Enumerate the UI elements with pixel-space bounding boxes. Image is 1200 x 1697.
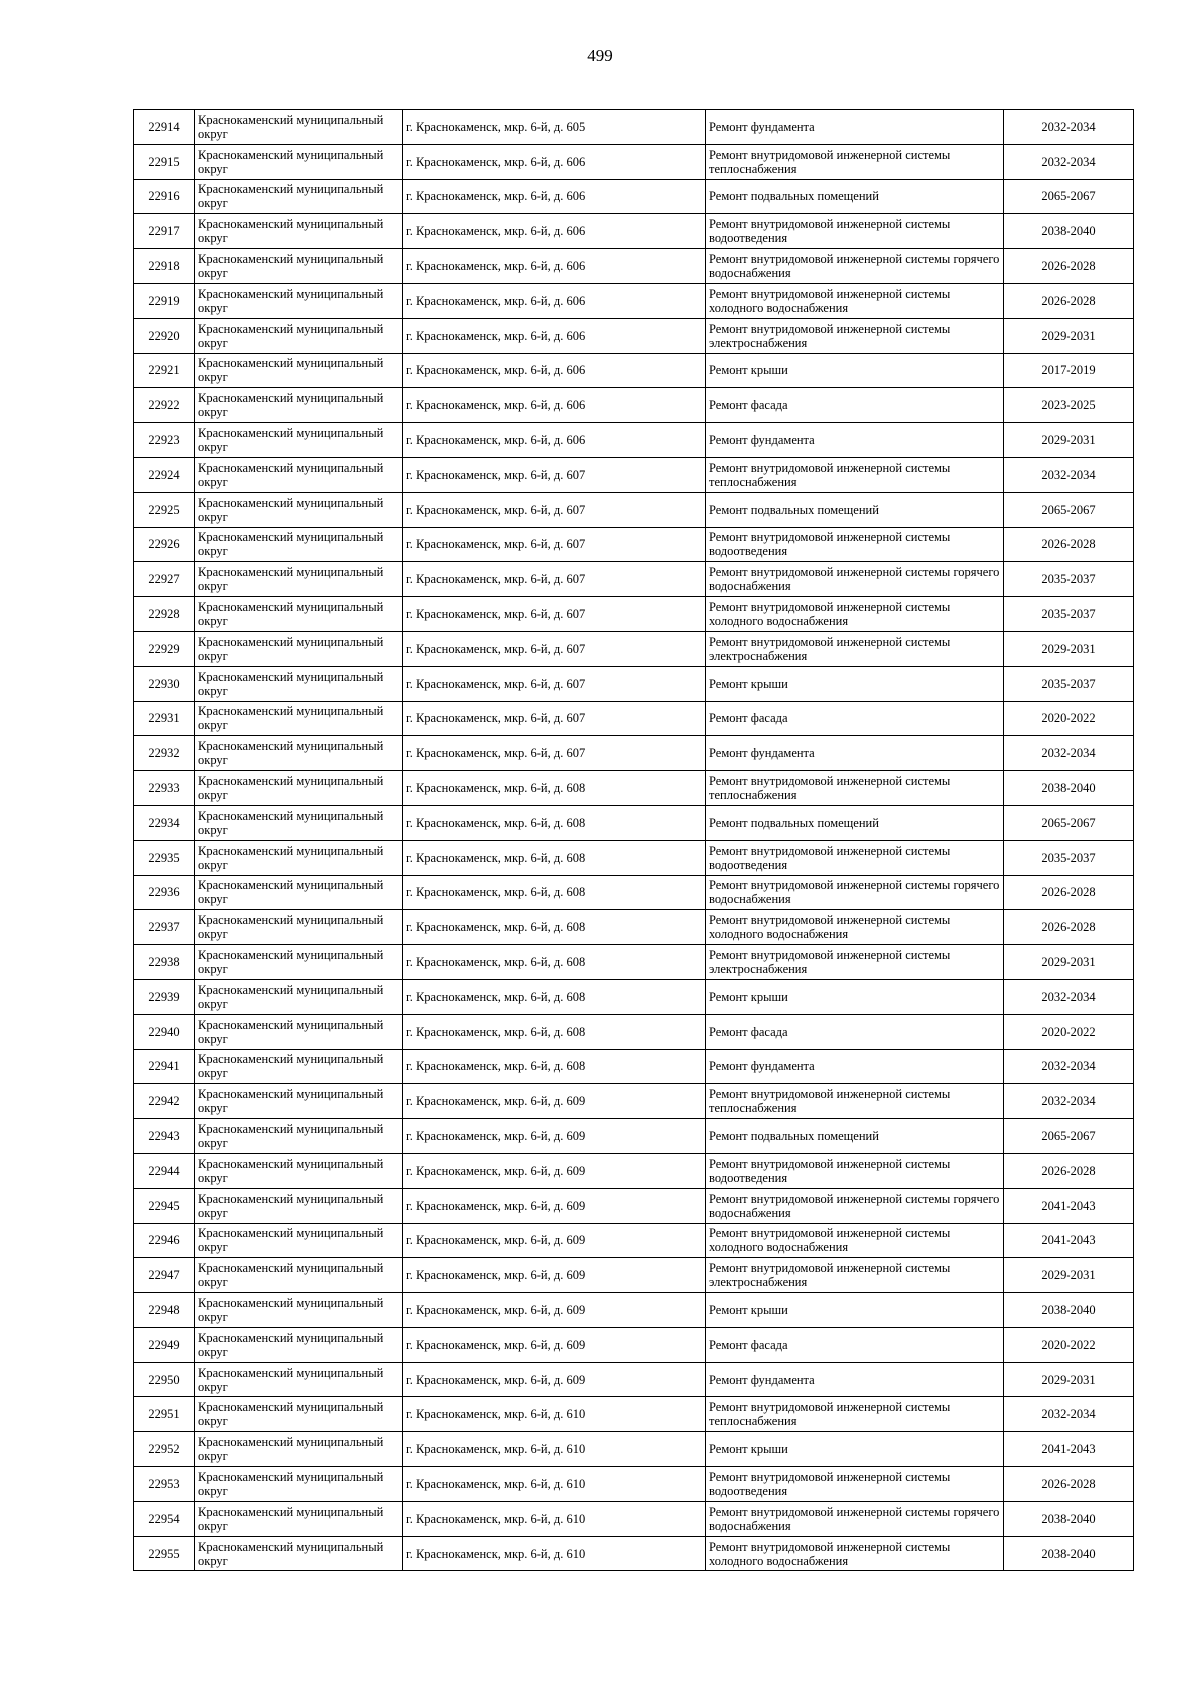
table-row xyxy=(134,1258,1134,1293)
period-cell: 2026-2028 xyxy=(1004,1153,1134,1188)
address-cell: г. Краснокаменск, мкр. 6-й, д. 608 xyxy=(403,945,706,980)
row-number-cell: 22941 xyxy=(134,1049,195,1084)
work-type-cell: Ремонт фасада xyxy=(706,1327,1004,1362)
table-row xyxy=(134,1536,1134,1571)
work-type-cell: Ремонт внутридомовой инженерной системы теплоснабжения xyxy=(706,144,1004,179)
municipality-cell: Краснокаменский муниципальный округ xyxy=(195,1432,403,1467)
work-type-cell: Ремонт подвальных помещений xyxy=(706,805,1004,840)
work-type-cell: Ремонт внутридомовой инженерной системы электроснабжения xyxy=(706,945,1004,980)
table-row xyxy=(134,701,1134,736)
table-row xyxy=(134,875,1134,910)
address-cell: г. Краснокаменск, мкр. 6-й, д. 609 xyxy=(403,1188,706,1223)
table-row xyxy=(134,1397,1134,1432)
municipality-cell: Краснокаменский муниципальный округ xyxy=(195,631,403,666)
address-cell: г. Краснокаменск, мкр. 6-й, д. 608 xyxy=(403,910,706,945)
row-number-cell: 22924 xyxy=(134,457,195,492)
table-row xyxy=(134,457,1134,492)
table-row xyxy=(134,736,1134,771)
address-cell: г. Краснокаменск, мкр. 6-й, д. 609 xyxy=(403,1084,706,1119)
address-cell: г. Краснокаменск, мкр. 6-й, д. 608 xyxy=(403,771,706,806)
row-number-cell: 22930 xyxy=(134,666,195,701)
work-type-cell: Ремонт внутридомовой инженерной системы водоотведения xyxy=(706,527,1004,562)
period-cell: 2029-2031 xyxy=(1004,318,1134,353)
work-type-cell: Ремонт крыши xyxy=(706,353,1004,388)
period-cell: 2065-2067 xyxy=(1004,805,1134,840)
address-cell: г. Краснокаменск, мкр. 6-й, д. 607 xyxy=(403,457,706,492)
row-number-cell: 22951 xyxy=(134,1397,195,1432)
period-cell: 2065-2067 xyxy=(1004,179,1134,214)
row-number-cell: 22918 xyxy=(134,249,195,284)
table-row xyxy=(134,1223,1134,1258)
address-cell: г. Краснокаменск, мкр. 6-й, д. 607 xyxy=(403,736,706,771)
row-number-cell: 22932 xyxy=(134,736,195,771)
municipality-cell: Краснокаменский муниципальный округ xyxy=(195,1258,403,1293)
work-type-cell: Ремонт фасада xyxy=(706,388,1004,423)
period-cell: 2026-2028 xyxy=(1004,1467,1134,1502)
municipality-cell: Краснокаменский муниципальный округ xyxy=(195,1467,403,1502)
row-number-cell: 22916 xyxy=(134,179,195,214)
row-number-cell: 22928 xyxy=(134,597,195,632)
row-number-cell: 22938 xyxy=(134,945,195,980)
address-cell: г. Краснокаменск, мкр. 6-й, д. 609 xyxy=(403,1119,706,1154)
row-number-cell: 22947 xyxy=(134,1258,195,1293)
address-cell: г. Краснокаменск, мкр. 6-й, д. 605 xyxy=(403,110,706,145)
work-type-cell: Ремонт внутридомовой инженерной системы холодного водоснабжения xyxy=(706,597,1004,632)
table-row xyxy=(134,1084,1134,1119)
table-row xyxy=(134,1153,1134,1188)
work-type-cell: Ремонт внутридомовой инженерной системы холодного водоснабжения xyxy=(706,1536,1004,1571)
table-row xyxy=(134,979,1134,1014)
table-row xyxy=(134,1188,1134,1223)
table-row xyxy=(134,1362,1134,1397)
table-row xyxy=(134,214,1134,249)
address-cell: г. Краснокаменск, мкр. 6-й, д. 606 xyxy=(403,144,706,179)
municipality-cell: Краснокаменский муниципальный округ xyxy=(195,179,403,214)
municipality-cell: Краснокаменский муниципальный округ xyxy=(195,666,403,701)
municipality-cell: Краснокаменский муниципальный округ xyxy=(195,562,403,597)
work-type-cell: Ремонт внутридомовой инженерной системы горячего водоснабжения xyxy=(706,249,1004,284)
municipality-cell: Краснокаменский муниципальный округ xyxy=(195,1362,403,1397)
period-cell: 2023-2025 xyxy=(1004,388,1134,423)
row-number-cell: 22921 xyxy=(134,353,195,388)
municipality-cell: Краснокаменский муниципальный округ xyxy=(195,1293,403,1328)
row-number-cell: 22915 xyxy=(134,144,195,179)
row-number-cell: 22939 xyxy=(134,979,195,1014)
municipality-cell: Краснокаменский муниципальный округ xyxy=(195,1049,403,1084)
period-cell: 2065-2067 xyxy=(1004,492,1134,527)
row-number-cell: 22940 xyxy=(134,1014,195,1049)
period-cell: 2032-2034 xyxy=(1004,736,1134,771)
table-row xyxy=(134,492,1134,527)
table-row xyxy=(134,144,1134,179)
period-cell: 2038-2040 xyxy=(1004,771,1134,806)
address-cell: г. Краснокаменск, мкр. 6-й, д. 608 xyxy=(403,875,706,910)
period-cell: 2041-2043 xyxy=(1004,1223,1134,1258)
table-row xyxy=(134,1501,1134,1536)
table-row xyxy=(134,562,1134,597)
period-cell: 2029-2031 xyxy=(1004,1258,1134,1293)
address-cell: г. Краснокаменск, мкр. 6-й, д. 606 xyxy=(403,283,706,318)
table-row xyxy=(134,945,1134,980)
table-row xyxy=(134,388,1134,423)
work-type-cell: Ремонт внутридомовой инженерной системы теплоснабжения xyxy=(706,457,1004,492)
period-cell: 2038-2040 xyxy=(1004,1536,1134,1571)
repair-schedule-body xyxy=(134,110,1134,1571)
row-number-cell: 22950 xyxy=(134,1362,195,1397)
period-cell: 2035-2037 xyxy=(1004,666,1134,701)
work-type-cell: Ремонт подвальных помещений xyxy=(706,179,1004,214)
municipality-cell: Краснокаменский муниципальный округ xyxy=(195,1223,403,1258)
address-cell: г. Краснокаменск, мкр. 6-й, д. 608 xyxy=(403,1049,706,1084)
repair-schedule-table xyxy=(133,109,1134,1571)
table-row xyxy=(134,631,1134,666)
municipality-cell: Краснокаменский муниципальный округ xyxy=(195,388,403,423)
municipality-cell: Краснокаменский муниципальный округ xyxy=(195,249,403,284)
work-type-cell: Ремонт внутридомовой инженерной системы водоотведения xyxy=(706,840,1004,875)
row-number-cell: 22953 xyxy=(134,1467,195,1502)
period-cell: 2035-2037 xyxy=(1004,562,1134,597)
table-row xyxy=(134,910,1134,945)
row-number-cell: 22937 xyxy=(134,910,195,945)
address-cell: г. Краснокаменск, мкр. 6-й, д. 608 xyxy=(403,979,706,1014)
municipality-cell: Краснокаменский муниципальный округ xyxy=(195,318,403,353)
table-row xyxy=(134,666,1134,701)
table-row xyxy=(134,318,1134,353)
address-cell: г. Краснокаменск, мкр. 6-й, д. 607 xyxy=(403,597,706,632)
work-type-cell: Ремонт внутридомовой инженерной системы горячего водоснабжения xyxy=(706,1188,1004,1223)
work-type-cell: Ремонт внутридомовой инженерной системы теплоснабжения xyxy=(706,1084,1004,1119)
municipality-cell: Краснокаменский муниципальный округ xyxy=(195,979,403,1014)
row-number-cell: 22936 xyxy=(134,875,195,910)
row-number-cell: 22946 xyxy=(134,1223,195,1258)
row-number-cell: 22945 xyxy=(134,1188,195,1223)
period-cell: 2038-2040 xyxy=(1004,1293,1134,1328)
municipality-cell: Краснокаменский муниципальный округ xyxy=(195,597,403,632)
address-cell: г. Краснокаменск, мкр. 6-й, д. 607 xyxy=(403,527,706,562)
period-cell: 2035-2037 xyxy=(1004,840,1134,875)
work-type-cell: Ремонт фасада xyxy=(706,1014,1004,1049)
table-row xyxy=(134,1432,1134,1467)
table-row xyxy=(134,1293,1134,1328)
municipality-cell: Краснокаменский муниципальный округ xyxy=(195,492,403,527)
table-row xyxy=(134,249,1134,284)
period-cell: 2035-2037 xyxy=(1004,597,1134,632)
municipality-cell: Краснокаменский муниципальный округ xyxy=(195,214,403,249)
table-row xyxy=(134,283,1134,318)
period-cell: 2032-2034 xyxy=(1004,979,1134,1014)
period-cell: 2026-2028 xyxy=(1004,249,1134,284)
row-number-cell: 22933 xyxy=(134,771,195,806)
work-type-cell: Ремонт внутридомовой инженерной системы электроснабжения xyxy=(706,318,1004,353)
period-cell: 2029-2031 xyxy=(1004,945,1134,980)
work-type-cell: Ремонт фундамента xyxy=(706,110,1004,145)
row-number-cell: 22949 xyxy=(134,1327,195,1362)
row-number-cell: 22954 xyxy=(134,1501,195,1536)
work-type-cell: Ремонт внутридомовой инженерной системы водоотведения xyxy=(706,1153,1004,1188)
row-number-cell: 22926 xyxy=(134,527,195,562)
table-row xyxy=(134,1467,1134,1502)
municipality-cell: Краснокаменский муниципальный округ xyxy=(195,1327,403,1362)
municipality-cell: Краснокаменский муниципальный округ xyxy=(195,144,403,179)
address-cell: г. Краснокаменск, мкр. 6-й, д. 607 xyxy=(403,701,706,736)
work-type-cell: Ремонт внутридомовой инженерной системы горячего водоснабжения xyxy=(706,1501,1004,1536)
work-type-cell: Ремонт внутридомовой инженерной системы электроснабжения xyxy=(706,631,1004,666)
municipality-cell: Краснокаменский муниципальный округ xyxy=(195,701,403,736)
table-row xyxy=(134,805,1134,840)
row-number-cell: 22927 xyxy=(134,562,195,597)
page-number: 499 xyxy=(587,46,613,65)
municipality-cell: Краснокаменский муниципальный округ xyxy=(195,1014,403,1049)
address-cell: г. Краснокаменск, мкр. 6-й, д. 609 xyxy=(403,1258,706,1293)
work-type-cell: Ремонт крыши xyxy=(706,979,1004,1014)
municipality-cell: Краснокаменский муниципальный округ xyxy=(195,457,403,492)
table-row xyxy=(134,353,1134,388)
work-type-cell: Ремонт фундамента xyxy=(706,1362,1004,1397)
row-number-cell: 22955 xyxy=(134,1536,195,1571)
period-cell: 2032-2034 xyxy=(1004,110,1134,145)
municipality-cell: Краснокаменский муниципальный округ xyxy=(195,910,403,945)
row-number-cell: 22922 xyxy=(134,388,195,423)
municipality-cell: Краснокаменский муниципальный округ xyxy=(195,110,403,145)
row-number-cell: 22935 xyxy=(134,840,195,875)
row-number-cell: 22948 xyxy=(134,1293,195,1328)
period-cell: 2020-2022 xyxy=(1004,1327,1134,1362)
address-cell: г. Краснокаменск, мкр. 6-й, д. 607 xyxy=(403,562,706,597)
address-cell: г. Краснокаменск, мкр. 6-й, д. 606 xyxy=(403,388,706,423)
row-number-cell: 22952 xyxy=(134,1432,195,1467)
work-type-cell: Ремонт фундамента xyxy=(706,1049,1004,1084)
address-cell: г. Краснокаменск, мкр. 6-й, д. 608 xyxy=(403,805,706,840)
work-type-cell: Ремонт внутридомовой инженерной системы электроснабжения xyxy=(706,1258,1004,1293)
table-row xyxy=(134,1014,1134,1049)
row-number-cell: 22925 xyxy=(134,492,195,527)
table-row xyxy=(134,423,1134,458)
work-type-cell: Ремонт внутридомовой инженерной системы горячего водоснабжения xyxy=(706,875,1004,910)
address-cell: г. Краснокаменск, мкр. 6-й, д. 609 xyxy=(403,1293,706,1328)
address-cell: г. Краснокаменск, мкр. 6-й, д. 609 xyxy=(403,1327,706,1362)
period-cell: 2029-2031 xyxy=(1004,1362,1134,1397)
municipality-cell: Краснокаменский муниципальный округ xyxy=(195,423,403,458)
row-number-cell: 22929 xyxy=(134,631,195,666)
address-cell: г. Краснокаменск, мкр. 6-й, д. 606 xyxy=(403,318,706,353)
address-cell: г. Краснокаменск, мкр. 6-й, д. 606 xyxy=(403,179,706,214)
period-cell: 2017-2019 xyxy=(1004,353,1134,388)
work-type-cell: Ремонт подвальных помещений xyxy=(706,492,1004,527)
address-cell: г. Краснокаменск, мкр. 6-й, д. 610 xyxy=(403,1397,706,1432)
address-cell: г. Краснокаменск, мкр. 6-й, д. 607 xyxy=(403,631,706,666)
period-cell: 2032-2034 xyxy=(1004,1084,1134,1119)
row-number-cell: 22942 xyxy=(134,1084,195,1119)
period-cell: 2020-2022 xyxy=(1004,701,1134,736)
municipality-cell: Краснокаменский муниципальный округ xyxy=(195,1397,403,1432)
address-cell: г. Краснокаменск, мкр. 6-й, д. 610 xyxy=(403,1432,706,1467)
work-type-cell: Ремонт внутридомовой инженерной системы холодного водоснабжения xyxy=(706,1223,1004,1258)
work-type-cell: Ремонт крыши xyxy=(706,666,1004,701)
row-number-cell: 22931 xyxy=(134,701,195,736)
municipality-cell: Краснокаменский муниципальный округ xyxy=(195,805,403,840)
row-number-cell: 22943 xyxy=(134,1119,195,1154)
row-number-cell: 22920 xyxy=(134,318,195,353)
period-cell: 2026-2028 xyxy=(1004,910,1134,945)
table-row xyxy=(134,1049,1134,1084)
period-cell: 2032-2034 xyxy=(1004,1397,1134,1432)
work-type-cell: Ремонт фасада xyxy=(706,701,1004,736)
work-type-cell: Ремонт фундамента xyxy=(706,736,1004,771)
municipality-cell: Краснокаменский муниципальный округ xyxy=(195,527,403,562)
municipality-cell: Краснокаменский муниципальный округ xyxy=(195,840,403,875)
work-type-cell: Ремонт крыши xyxy=(706,1432,1004,1467)
address-cell: г. Краснокаменск, мкр. 6-й, д. 610 xyxy=(403,1467,706,1502)
period-cell: 2041-2043 xyxy=(1004,1432,1134,1467)
row-number-cell: 22919 xyxy=(134,283,195,318)
work-type-cell: Ремонт внутридомовой инженерной системы холодного водоснабжения xyxy=(706,910,1004,945)
row-number-cell: 22934 xyxy=(134,805,195,840)
municipality-cell: Краснокаменский муниципальный округ xyxy=(195,1188,403,1223)
address-cell: г. Краснокаменск, мкр. 6-й, д. 609 xyxy=(403,1153,706,1188)
period-cell: 2065-2067 xyxy=(1004,1119,1134,1154)
period-cell: 2029-2031 xyxy=(1004,423,1134,458)
row-number-cell: 22923 xyxy=(134,423,195,458)
period-cell: 2041-2043 xyxy=(1004,1188,1134,1223)
address-cell: г. Краснокаменск, мкр. 6-й, д. 610 xyxy=(403,1501,706,1536)
work-type-cell: Ремонт внутридомовой инженерной системы холодного водоснабжения xyxy=(706,283,1004,318)
table-row xyxy=(134,840,1134,875)
period-cell: 2020-2022 xyxy=(1004,1014,1134,1049)
municipality-cell: Краснокаменский муниципальный округ xyxy=(195,1119,403,1154)
period-cell: 2032-2034 xyxy=(1004,144,1134,179)
municipality-cell: Краснокаменский муниципальный округ xyxy=(195,736,403,771)
table-row xyxy=(134,597,1134,632)
period-cell: 2038-2040 xyxy=(1004,214,1134,249)
period-cell: 2032-2034 xyxy=(1004,457,1134,492)
address-cell: г. Краснокаменск, мкр. 6-й, д. 606 xyxy=(403,423,706,458)
address-cell: г. Краснокаменск, мкр. 6-й, д. 608 xyxy=(403,1014,706,1049)
address-cell: г. Краснокаменск, мкр. 6-й, д. 610 xyxy=(403,1536,706,1571)
municipality-cell: Краснокаменский муниципальный округ xyxy=(195,1153,403,1188)
municipality-cell: Краснокаменский муниципальный округ xyxy=(195,353,403,388)
row-number-cell: 22914 xyxy=(134,110,195,145)
address-cell: г. Краснокаменск, мкр. 6-й, д. 607 xyxy=(403,666,706,701)
table-row xyxy=(134,1119,1134,1154)
address-cell: г. Краснокаменск, мкр. 6-й, д. 609 xyxy=(403,1223,706,1258)
municipality-cell: Краснокаменский муниципальный округ xyxy=(195,1536,403,1571)
table-row xyxy=(134,1327,1134,1362)
work-type-cell: Ремонт внутридомовой инженерной системы теплоснабжения xyxy=(706,771,1004,806)
municipality-cell: Краснокаменский муниципальный округ xyxy=(195,1084,403,1119)
work-type-cell: Ремонт крыши xyxy=(706,1293,1004,1328)
municipality-cell: Краснокаменский муниципальный округ xyxy=(195,1501,403,1536)
table-row xyxy=(134,527,1134,562)
work-type-cell: Ремонт внутридомовой инженерной системы горячего водоснабжения xyxy=(706,562,1004,597)
work-type-cell: Ремонт фундамента xyxy=(706,423,1004,458)
municipality-cell: Краснокаменский муниципальный округ xyxy=(195,771,403,806)
period-cell: 2029-2031 xyxy=(1004,631,1134,666)
table-row xyxy=(134,110,1134,145)
row-number-cell: 22944 xyxy=(134,1153,195,1188)
address-cell: г. Краснокаменск, мкр. 6-й, д. 609 xyxy=(403,1362,706,1397)
address-cell: г. Краснокаменск, мкр. 6-й, д. 608 xyxy=(403,840,706,875)
work-type-cell: Ремонт внутридомовой инженерной системы водоотведения xyxy=(706,1467,1004,1502)
municipality-cell: Краснокаменский муниципальный округ xyxy=(195,875,403,910)
period-cell: 2032-2034 xyxy=(1004,1049,1134,1084)
address-cell: г. Краснокаменск, мкр. 6-й, д. 606 xyxy=(403,214,706,249)
address-cell: г. Краснокаменск, мкр. 6-й, д. 606 xyxy=(403,353,706,388)
work-type-cell: Ремонт внутридомовой инженерной системы водоотведения xyxy=(706,214,1004,249)
work-type-cell: Ремонт подвальных помещений xyxy=(706,1119,1004,1154)
municipality-cell: Краснокаменский муниципальный округ xyxy=(195,945,403,980)
work-type-cell: Ремонт внутридомовой инженерной системы теплоснабжения xyxy=(706,1397,1004,1432)
municipality-cell: Краснокаменский муниципальный округ xyxy=(195,283,403,318)
table-row xyxy=(134,179,1134,214)
address-cell: г. Краснокаменск, мкр. 6-й, д. 607 xyxy=(403,492,706,527)
period-cell: 2026-2028 xyxy=(1004,527,1134,562)
period-cell: 2026-2028 xyxy=(1004,875,1134,910)
row-number-cell: 22917 xyxy=(134,214,195,249)
period-cell: 2038-2040 xyxy=(1004,1501,1134,1536)
address-cell: г. Краснокаменск, мкр. 6-й, д. 606 xyxy=(403,249,706,284)
period-cell: 2026-2028 xyxy=(1004,283,1134,318)
table-row xyxy=(134,771,1134,806)
